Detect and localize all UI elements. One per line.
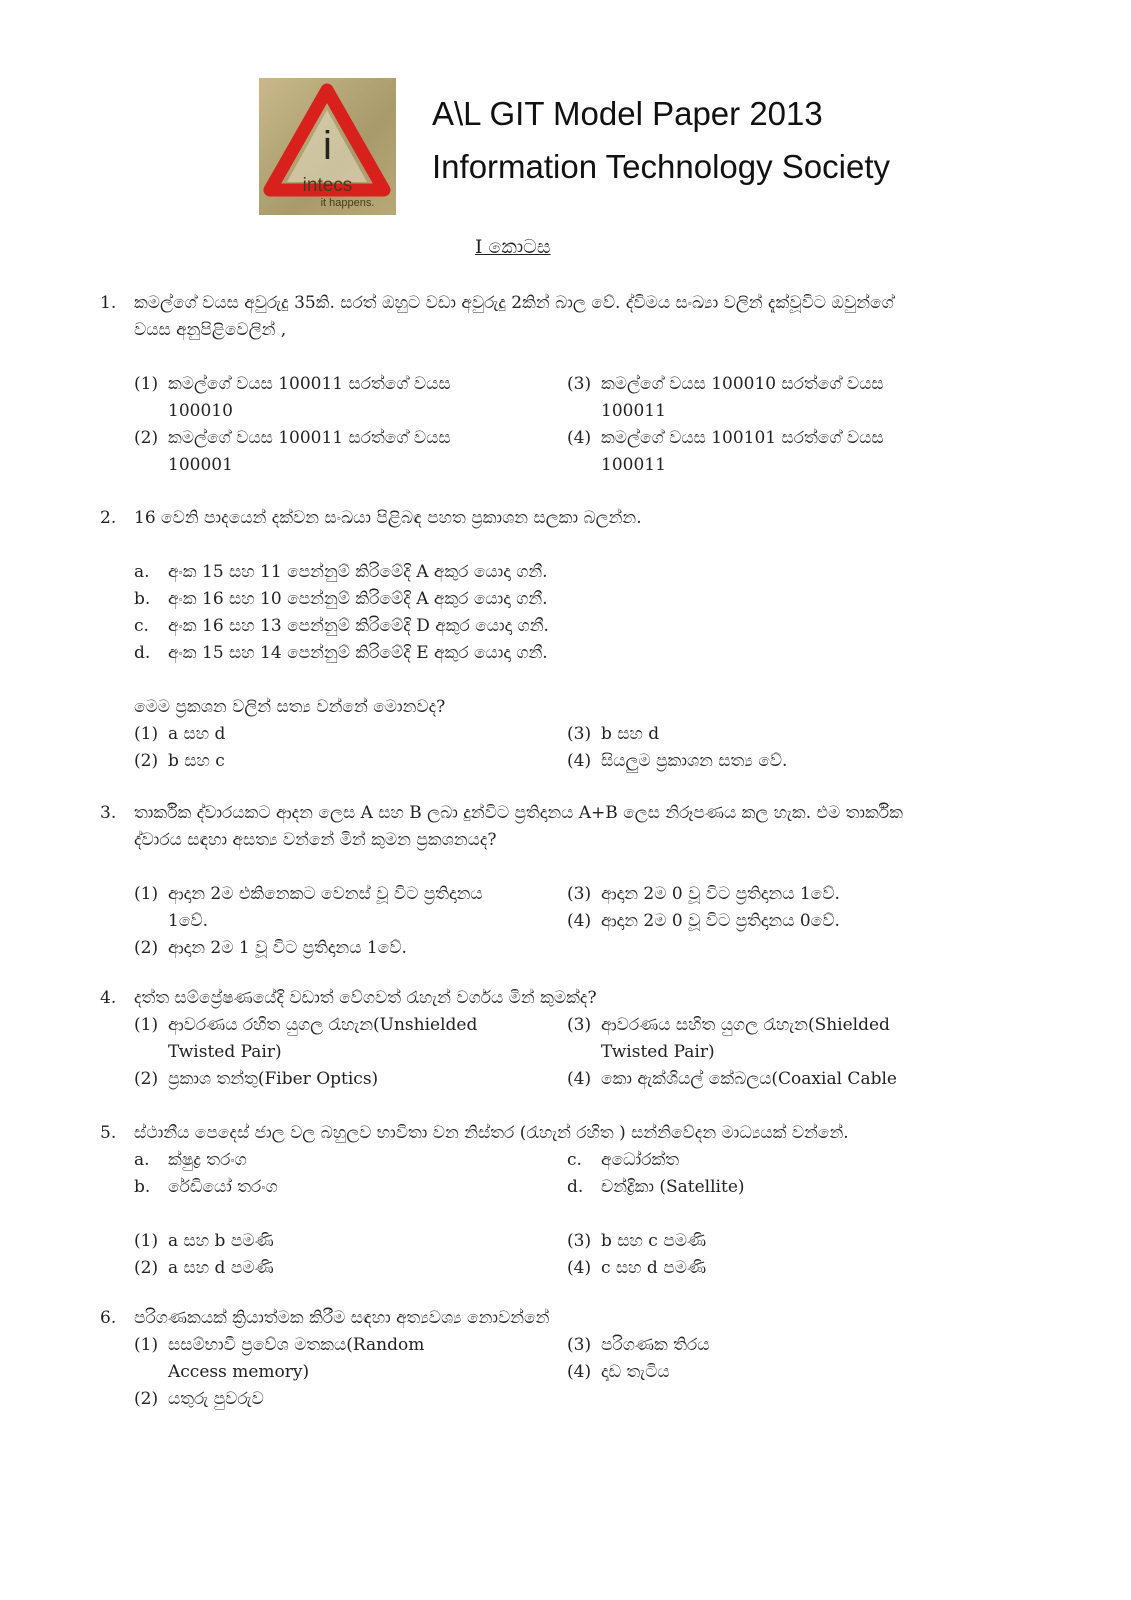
statement [134,1174,567,1201]
spacer [100,854,1000,881]
question-text: තාර්කික ද්වාරයකට ආදන ලෙස A සහ B ලබා දුන්විට ප්‍රතිදානය A+B ලෙස නිරූපණය කල හැක. එම තාර්කික ද්වාරය සඳහා අසත්‍ය වන්නේ මින් කුමන ප්‍රකශනයද? [134,803,903,850]
statement-label: d. [134,643,151,663]
statements-left [134,1147,567,1201]
answer-option [134,1066,567,1093]
statement [134,1147,567,1174]
answer-option-text: යතුරු පුවරුව [168,1389,264,1409]
answer-option [567,1066,1000,1093]
answer-option-label: (2) [134,751,159,771]
spacer [100,532,1000,559]
spacer [100,667,1000,694]
answer-option [567,1359,1000,1386]
answer-option-label: (1) [134,1335,159,1355]
answer-option-label: (2) [134,1069,159,1089]
section-heading: I කොටස [475,236,551,258]
answer-option-text: ආදාන 2ම 0 වූ විට ප්‍රතිදානය 1වේ. [601,884,840,904]
answer-option-label: (1) [134,1015,159,1035]
statement [134,586,1000,613]
answer-option-label: (1) [134,1231,159,1251]
answer-option-label: (2) [134,1389,159,1409]
answer-option-text: c සහ d පමණි [601,1258,707,1278]
answer-option-label: (4) [567,1069,592,1089]
answer-option-text: කමල්ගේ වයස 100010 සරත්ගේ වයස 100011 [601,374,884,421]
statement-label: d. [567,1177,584,1197]
answer-options-left [134,371,567,479]
answer-options-right [567,1012,1000,1093]
answer-options-left [134,1332,567,1413]
answer-options [134,721,1000,775]
answer-option [567,1332,1000,1359]
question-text: දත්ත සම්ප්‍රේෂණයේදි වඩාත් වේගවත් රැහැන් වර්ගය මින් කුමක්ද? [134,988,597,1008]
answer-options-right [567,1228,1000,1282]
question-text: කමල්ගේ වයස අවුරුදු 35කි. සරත් ඔහුට වඩා අවුරුදු 2කින් බාල වේ. ද්විමය සංඛ්‍යා වලින් දැක්වූවිට ඔවුන්ගේ වයස අනුපිළිවෙලින් , [134,293,894,340]
question-text: පරිගණකයක් ක්‍රියාත්මක කිරීම සඳහා අත්‍යවශ්‍ය නොවන්නේ [134,1308,550,1328]
statement-label: c. [567,1150,582,1170]
answer-option [567,1255,1000,1282]
logo-brand: intecs [302,175,353,196]
question [100,1305,1000,1413]
intecs-logo [259,78,396,215]
answer-option-text: දෘඩ තැටිය [601,1362,670,1382]
question-number: 5. [100,1123,117,1143]
answer-option [134,721,567,748]
answer-options [134,371,1000,479]
statement [134,640,1000,667]
answer-options-left [134,881,567,962]
answer-option-label: (3) [567,1335,592,1355]
answer-option [134,1012,567,1066]
answer-option [134,935,567,962]
statement [567,1147,1000,1174]
answer-option [134,1386,567,1413]
statement-text: රේඩියෝ තරංග [168,1177,278,1197]
answer-option [134,748,567,775]
answer-option-label: (3) [567,724,592,744]
statement [567,1174,1000,1201]
question-text: 16 වෙනි පාදයෙන් දක්වන සංඛයා පිළිබඳ පහත ප්‍රකාශන සලකා බලන්න. [134,508,642,528]
answer-option [134,371,567,425]
answer-option-text: පරිගණක තිරය [601,1335,710,1355]
question [100,290,1000,479]
answer-option-text: ආදාන 2ම එකිනෙකට වෙනස් වූ විට ප්‍රතිදානය 1වේ. [168,884,483,931]
statement-text: අංක 15 සහ 14 පෙන්නුම් කිරිමේදි E අකුර යොදා ගනී. [168,643,548,663]
answer-option-label: (1) [134,884,159,904]
statement [134,559,1000,586]
answer-options-right [567,1332,1000,1413]
statement-label: b. [134,1177,151,1197]
question-prompt: මෙම ප්‍රකශන වලින් සත්‍ය වන්නේ මොනවද? [134,697,446,717]
answer-option-label: (1) [134,374,159,394]
answer-option-label: (4) [567,751,592,771]
statement-text: අංක 16 සහ 13 පෙන්නුම් කිරිමේදි D අකුර යොදා ගනී. [168,616,549,636]
answer-options-right [567,371,1000,479]
answer-option-text: b සහ c පමණි [601,1231,707,1251]
question [100,800,1000,962]
answer-option [134,1332,567,1386]
statement-text: අධෝරක්ත [601,1150,680,1170]
answer-option [567,881,1000,908]
answer-options-right [567,881,1000,962]
answer-option-label: (3) [567,884,592,904]
answer-option-label: (3) [567,374,592,394]
answer-option-text: b සහ c [168,751,225,771]
spacer [100,344,1000,371]
answer-options [134,1228,1000,1282]
answer-option-text: ප්‍රකාශ තන්තු(Fiber Optics) [168,1069,379,1089]
answer-option [134,1255,567,1282]
answer-option-text: කමල්ගේ වයස 100011 සරත්ගේ වයස 100010 [168,374,451,421]
answer-option [134,1228,567,1255]
answer-option-label: (3) [567,1231,592,1251]
statement-label: b. [134,589,151,609]
answer-option-label: (4) [567,428,592,448]
organization-name: Information Technology Society [432,148,890,185]
answer-option [567,425,1000,479]
answer-option-label: (1) [134,724,159,744]
answer-options-left [134,1228,567,1282]
answer-option [134,881,567,935]
answer-options-left [134,1012,567,1093]
statement-label: a. [134,562,150,582]
answer-option-text: කො ඇක්ශියල් කේබලය(Coaxial Cable [601,1069,897,1089]
statements [134,1147,1000,1201]
answer-option-text: ආදාන 2ම 0 වූ විට ප්‍රතිදානය 0වේ. [601,911,840,931]
answer-option-text: b සහ d [601,724,660,744]
answer-option-text: a සහ d [168,724,226,744]
answer-option-label: (2) [134,428,159,448]
statement [134,613,1000,640]
answer-option-label: (4) [567,1258,592,1278]
question-text: ස්ථානීය පෙදෙස් ජාල වල බහුලව භාවිතා වන නිස්තර (රැහැන් රහිත ) සන්නිවේදන මාධ්‍යයක් වන්නේ. [134,1123,849,1143]
answer-option [567,721,1000,748]
logo-tagline: it happens. [320,197,375,209]
statement-text: චන්ද්‍රිකා (Satellite) [601,1177,745,1197]
answer-option-label: (2) [134,938,159,958]
question-number: 4. [100,988,117,1008]
answer-option-text: ආවරණය සහිත යුගල රැහැන(Shielded Twisted Pair) [601,1015,890,1062]
statements-right [567,1147,1000,1201]
answer-option [567,1012,1000,1066]
question-number: 2. [100,508,117,528]
answer-options [134,881,1000,962]
logo-glyph: i [323,124,332,168]
answer-option-label: (4) [567,1362,592,1382]
spacer [100,1201,1000,1228]
answer-option [567,748,1000,775]
statement-label: a. [134,1150,150,1170]
answer-option-text: a සහ d පමණි [168,1258,274,1278]
answer-option-text: ආදාන 2ම 1 වූ විට ප්‍රතිදානය 1වේ. [168,938,407,958]
question-number: 1. [100,293,117,313]
answer-option-text: සියලුම ප්‍රකාශන සත්‍ය වේ. [601,751,788,771]
paper-title: A\L GIT Model Paper 2013 [432,95,823,132]
question [100,1120,1000,1282]
answer-option-text: a සහ b පමණි [168,1231,274,1251]
answer-option [567,371,1000,425]
question-number: 6. [100,1308,117,1328]
answer-option-label: (4) [567,911,592,931]
question [100,985,1000,1093]
statement-text: අංක 15 සහ 11 පෙන්නුම් කිරිමේදි A අකුර යොදා ගනී. [168,562,548,582]
answer-option [567,1228,1000,1255]
question [100,505,1000,775]
answer-option-label: (3) [567,1015,592,1035]
answer-options-right [567,721,1000,775]
answer-options [134,1012,1000,1093]
answer-option-text: කමල්ගේ වයස 100011 සරත්ගේ වයස 100001 [168,428,451,475]
answer-option [134,425,567,479]
answer-options-left [134,721,567,775]
statement-label: c. [134,616,149,636]
answer-option-label: (2) [134,1258,159,1278]
question-number: 3. [100,803,117,823]
answer-options [134,1332,1000,1413]
answer-option [567,908,1000,935]
answer-option-text: ආවරණය රහිත යුගල රැහැන(Unshielded Twisted Pair) [168,1015,478,1062]
statement-text: අංක 16 සහ 10 පෙන්නුම් කිරිමේදි A අකුර යොදා ගනී. [168,589,548,609]
statement-list [134,559,1000,667]
statement-text: ක්ෂුද්‍ර තරංග [168,1150,247,1170]
answer-option-text: සසම්භාවී ප්‍රවේශ මතකය(Random Access memory) [168,1335,425,1382]
answer-option-text: කමල්ගේ වයස 100101 සරත්ගේ වයස 100011 [601,428,884,475]
